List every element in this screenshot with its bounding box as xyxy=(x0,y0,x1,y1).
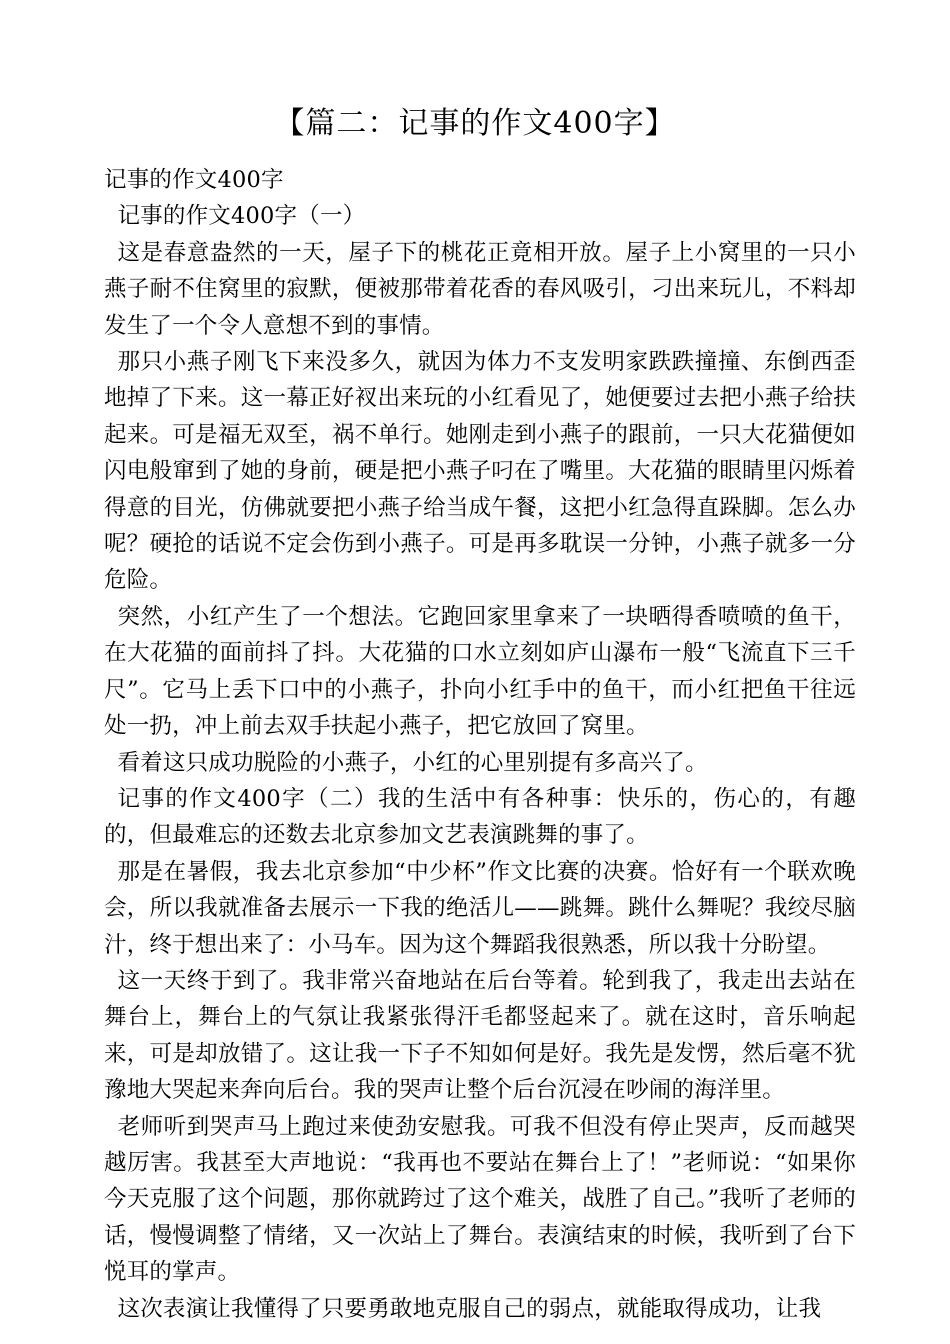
page-title: 【篇二：记事的作文400字】 xyxy=(274,106,676,141)
paragraph: 看着这只成功脱险的小燕子，小红的心里别提有多高兴了。 xyxy=(117,749,708,776)
paragraph: 那只小燕子刚飞下来没多久，就因为体力不支发明家跌跌撞撞、东倒西歪地掉了下来。这一幕正好衩出来玩的小红看见了，她便要过去把小燕子给扶起来。可是福无双至，祸不单行。她刚走到小燕子的跟前，一只大花猫便如闪电般窜到了她的身前，硬是把小燕子叼在了嘴里。大花猫的眼睛里闪烁着得意的目光，仿佛就要把小燕子给当成午餐，这把小红急得直跺脚。怎么办呢？硬抢的话说不定会伤到小燕子。可是再多耽误一分钟，小燕子就多一分危险。 xyxy=(104,349,856,594)
paragraph: 老师听到哭声马上跑过来使劲安慰我。可我不但没有停止哭声，反而越哭越厉害。我甚至大声地说：“我再也不要站在舞台上了！”老师说：“如果你今天克服了这个问题，那你就跨过了这个难关，战胜了自己。”我听了老师的话，慢慢调整了情绪，又一次站上了舞台。表演结束的时候，我听到了台下悦耳的掌声。 xyxy=(104,1113,856,1286)
paragraph: 那是在暑假，我去北京参加“中少杯”作文比赛的决赛。恰好有一个联欢晚会，所以我就准备去展示一下我的绝活儿——跳舞。跳什么舞呢？我绞尽脑汁，终于想出来了：小马车。因为这个舞蹈我很熟悉，所以我十分盼望。 xyxy=(104,858,856,958)
essay-body xyxy=(104,162,856,1327)
essay-heading: 记事的作文400字 xyxy=(104,167,284,193)
paragraph: 这一天终于到了。我非常兴奋地站在后台等着。轮到我了，我走出去站在舞台上，舞台上的气氛让我紧张得汗毛都竖起来了。就在这时，音乐响起来，可是却放错了。这让我一下子不知如何是好。我先是发愣，然后毫不犹豫地大哭起来奔向后台。我的哭声让整个后台沉浸在吵闹的海洋里。 xyxy=(104,967,856,1104)
paragraph: 这是春意盎然的一天，屋子下的桃花正竟相开放。屋子上小窝里的一只小燕子耐不住窝里的寂默，便被那带着花香的春风吸引，刁出来玩儿，不料却发生了一个令人意想不到的事情。 xyxy=(104,239,856,339)
paragraph: 记事的作文400字（二）我的生活中有各种事：快乐的，伤心的，有趣的，但最难忘的还数去北京参加文艺表演跳舞的事了。 xyxy=(104,785,856,849)
paragraph: 突然，小红产生了一个想法。它跑回家里拿来了一块晒得香喷喷的鱼干，在大花猫的面前抖了抖。大花猫的口水立刻如庐山瀑布一般“飞流直下三千尺”。它马上丢下口中的小燕子，扑向小红手中的鱼干，而小红把鱼干往远处一扔，冲上前去双手扶起小燕子，把它放回了窝里。 xyxy=(104,603,856,740)
paragraph: 这次表演让我懂得了只要勇敢地克服自己的弱点，就能取得成功，让我 xyxy=(117,1295,822,1322)
paragraph: 记事的作文400字（一） xyxy=(117,203,366,230)
